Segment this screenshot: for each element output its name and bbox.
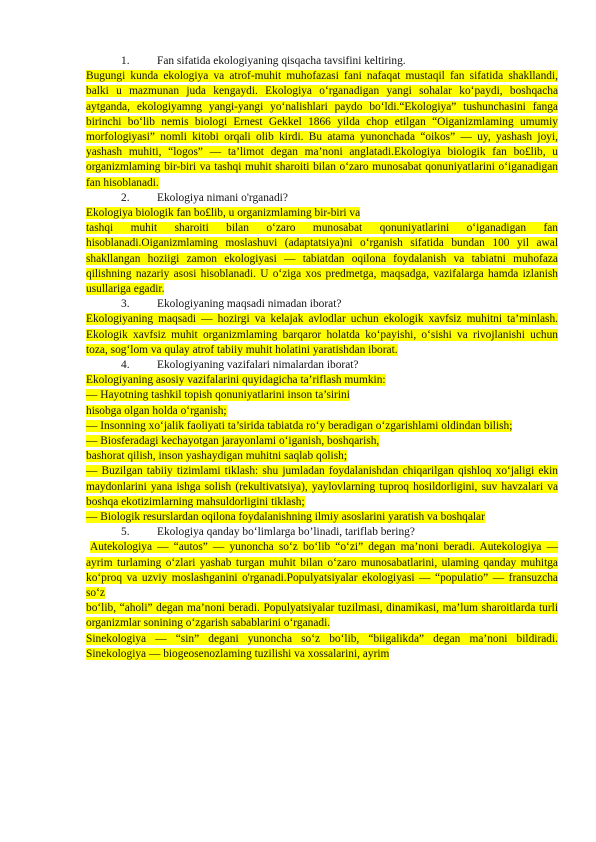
bullet-text: — Biosferadagi kechayotgan jarayonlami o‘iganish, boshqarish,: [86, 435, 380, 448]
answer-2: [86, 221, 558, 297]
question-1: [86, 54, 558, 69]
answer-1: [86, 69, 558, 191]
bullet-text: — Buzilgan tabiiy tizimlami tiklash: shu jumladan foydalanishdan chiqarilgan qishloq xo‘jaligi ekin maydonlarini yana ishga solish (rekultivatsiya), yaylovlarning tuproq hosildorligini, suv havzalari va boshqa ekotizimlarning mahsuldorligini tiklash;: [86, 465, 558, 508]
question-text: Ekologiyaning maqsadi nimadan iborat?: [157, 298, 342, 311]
answer-2-line-1: [86, 206, 558, 221]
bullet-text: hisobga olgan holda o‘rganish;: [86, 404, 227, 417]
answer-4-bullet-3-line-2: [86, 449, 558, 464]
answer-1-text: Bugungi kunda ekologiya va atrof-muhit muhofazasi fani nafaqat mustaqil fan sifatida shakllandi, balki u mazmunan juda kengaydi. Ekologiya o‘rganadigan yangi sohalar ko‘paydi, boshqacha aytganda, ekologiyamng yangi-yangi yo‘nalishlari paydo bo‘ldi.“Ekologiya” tushunchasini fanga birinchi bo‘lib nemis biologi Ernest Gekkel 1866 yilda chop etilgan “Oiganizmlaming umumiy morfologiyasi” nomli kitobi orqali olib kirdi. Bu atama yunonchada “oikos” — uy, yashash joyi, yashash muhiti, “logos” — ta’limot degan ma’noni anglatadi.Ekologiya biologik fan bo£lib, u organizmlaming bir-biri va tashqi muhit sharoiti bilan o‘zaro munosabat qonuniyatlarini o‘iganadigan fan hisoblanadi.: [86, 70, 558, 189]
question-text: Ekologiya qanday bo‘limlarga bo’linadi, tariflab bering?: [157, 526, 415, 539]
answer-2-line-1-text: Ekologiya biologik fan bo£lib, u organizmlaming bir-biri va: [86, 207, 361, 219]
question-number: 4.: [121, 359, 130, 372]
document-page: [86, 54, 558, 662]
answer-4-bullet-4: [86, 464, 558, 510]
answer-4-bullet-5: [86, 510, 558, 525]
question-3: [86, 297, 558, 312]
answer-5-paragraph-1-text: Autekologiya — “autos” — yunoncha so‘z bo‘lib “o‘zi” degan ma’noni beradi. Autekologiya — ayrim turlaming o‘zlari yashab turgan muhit bilan o‘zaro munosabatlarini, ulaming qanday muhitga ko‘proq va uzviy moslashganini o'rganadi.Populyatsiyalar ekologiyasi — “populatio” — fransuzcha so‘z: [86, 541, 558, 600]
bullet-text: — Insonning xo‘jalik faoliyati ta’sirida tabiatda ro‘y beradigan o‘zgarishlami oldindan bilish;: [86, 419, 513, 432]
question-text: Ekologiyaning vazifalari nimalardan iborat?: [157, 359, 359, 372]
answer-5-paragraph-3: [86, 632, 558, 662]
answer-3-text: Ekologiyaning maqsadi — hozirgi va kelajak avlodlar uchun ekologik xavfsiz muhitni ta’minlash. Ekologik xavfsiz muhit organizmlaming barqaror holatda ko‘payishi, o‘sishi va rivojlanishi uchun toza, sog‘lom va qulay atrof tabiiy muhit holatini yaratishdan iborat.: [86, 313, 558, 356]
answer-4-bullet-1-line-2: [86, 404, 558, 419]
question-number: 1.: [121, 55, 130, 67]
bullet-text: — Hayotning tashkil topish qonuniyatlarini inson ta’sirini: [86, 389, 350, 402]
answer-5-paragraph-1: [86, 540, 558, 601]
question-number: 3.: [121, 298, 130, 311]
question-2: [86, 191, 558, 206]
question-4: [86, 358, 558, 373]
answer-4-bullet-1-line-1: [86, 388, 558, 403]
answer-4-bullet-2: [86, 419, 558, 434]
question-text: Fan sifatida ekologiyaning qisqacha tavsifini keltiring.: [157, 55, 406, 67]
answer-2-text: tashqi muhit sharoiti bilan o‘zaro munosabat qonuniyatlarini o‘iganadigan fan hisoblanadi.Oiganizmlaming moslashuvi (adaptatsiya)ni o‘rganish sifatida bundan 100 yil awal shakllangan hoziigi zamon ekologiyasi — tabiatdan oqilona foydalanish va tabiatni muhofaza qilishning nazariy asosi hisoblanadi. U o‘ziga xos predmetga, maqsadga, vazifalarga hamda izlanish usullariga egadir.: [86, 222, 558, 296]
answer-4-bullet-3-line-1: [86, 434, 558, 449]
answer-5-paragraph-2-text: bo‘lib, “aholi” degan ma’noni beradi. Populyatsiyalar tuzilmasi, dinamikasi, ma’lum sharoitlarda turli organizmlar sonining o‘zgarish sabablarini o‘rganadi.: [86, 602, 558, 630]
question-number: 5.: [121, 526, 130, 539]
question-text: Ekologiya nimani o'rganadi?: [157, 191, 288, 204]
bullet-text: bashorat qilish, inson yashaydigan muhitni saqlab qolish;: [86, 450, 348, 463]
answer-4-intro-text: Ekologiyaning asosiy vazifalarini quyidagicha ta’riflash mumkin:: [86, 374, 386, 387]
bullet-text: — Biologik resurslardan oqilona foydalanishning ilmiy asoslarini yaratish va boshqalar: [86, 511, 485, 524]
answer-4-intro: [86, 373, 558, 388]
answer-5-paragraph-2: [86, 601, 558, 631]
question-5: [86, 525, 558, 540]
answer-3: [86, 312, 558, 358]
question-number: 2.: [121, 191, 130, 204]
answer-5-paragraph-3-text: Sinekologiya — “sin” degani yunoncha so‘z bo‘lib, “biigalikda” degan ma’noni bildiradi. Sinekologiya — biogeosenozlaming tuzilishi va xossalarini, ayrim: [86, 632, 558, 660]
